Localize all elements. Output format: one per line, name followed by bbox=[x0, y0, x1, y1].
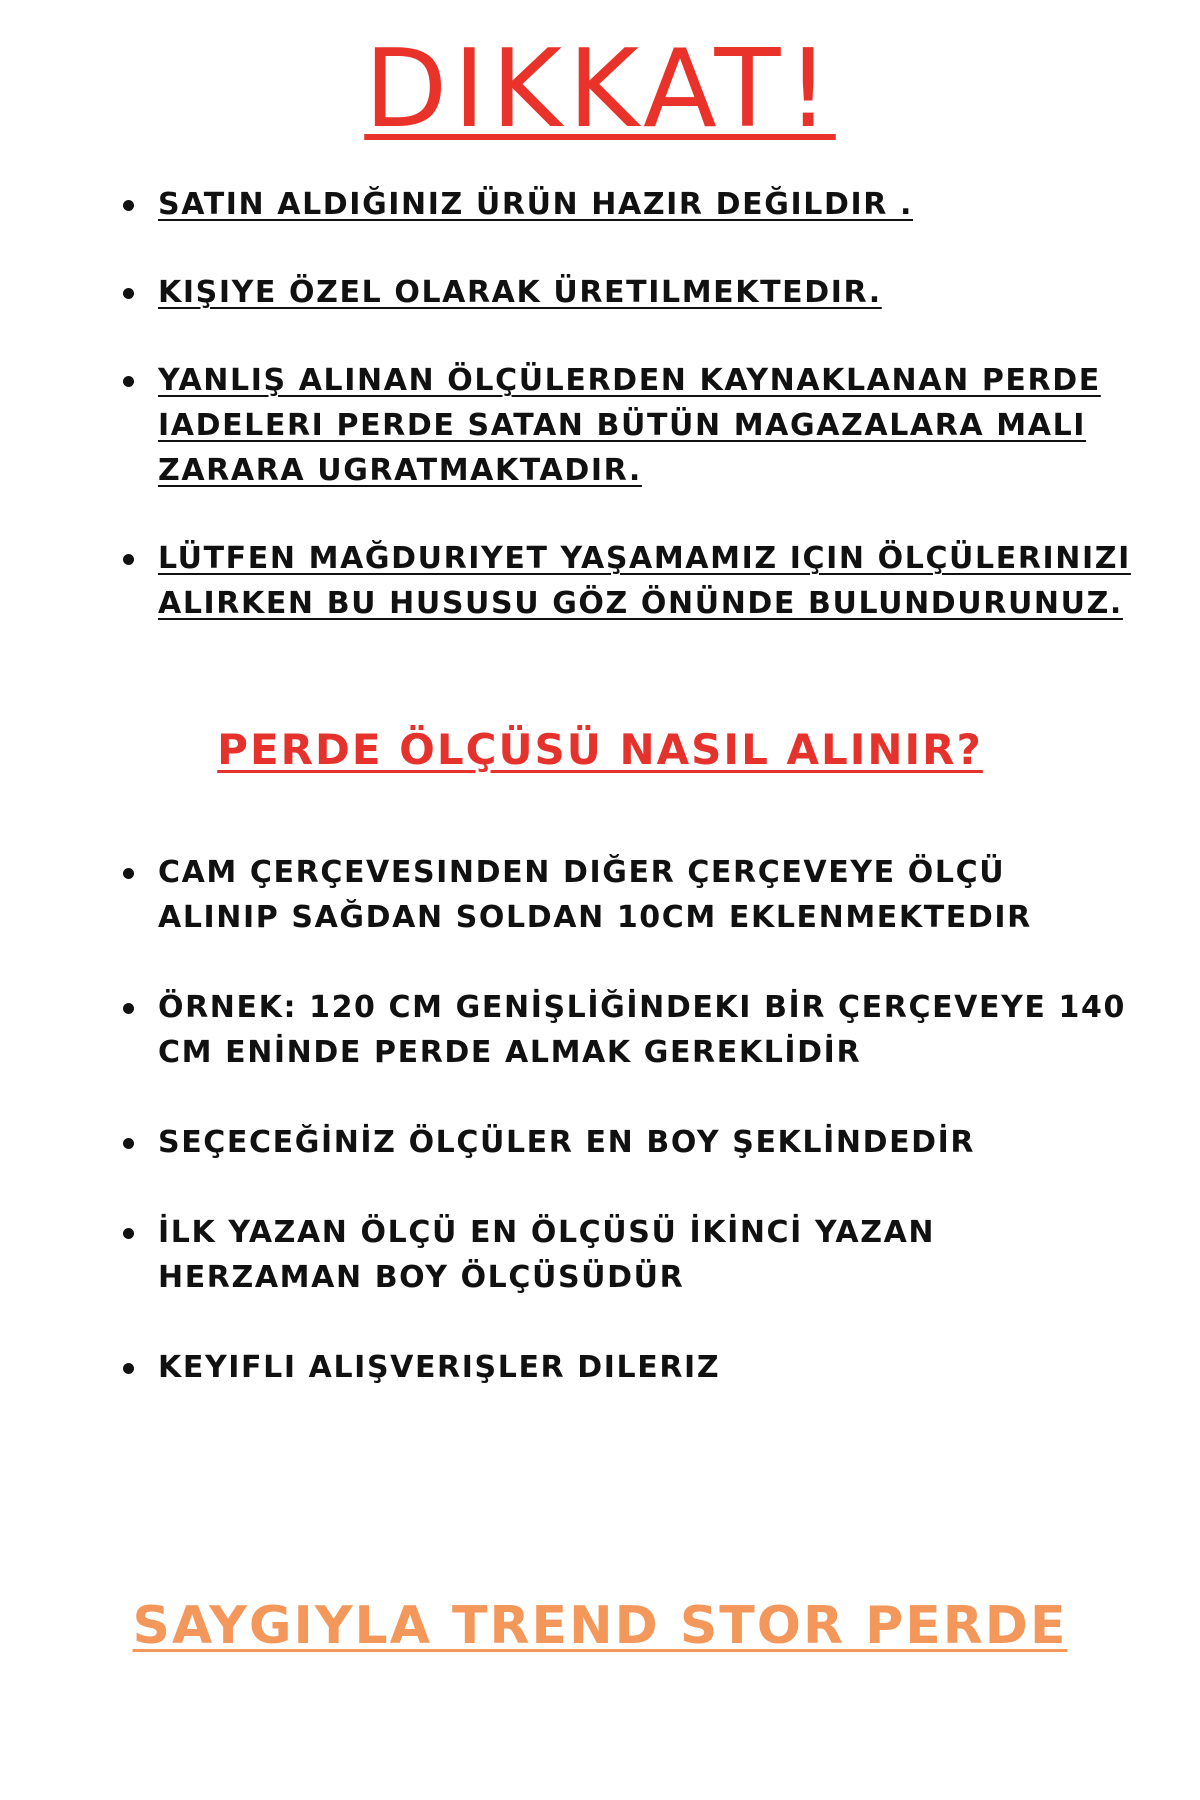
measure-item: KEYIFLI ALIŞVERIŞLER DILERIZ bbox=[123, 1345, 1133, 1390]
measure-item: ÖRNEK: 120 CM GENİŞLİĞİNDEKI BİR ÇERÇEVEYE 140 CM ENİNDE PERDE ALMAK GEREKLİDİR bbox=[123, 985, 1133, 1075]
measure-item: SEÇECEĞİNİZ ÖLÇÜLER EN BOY ŞEKLİNDEDİR bbox=[123, 1120, 1133, 1165]
measure-heading: PERDE ÖLÇÜSÜ NASIL ALINIR? bbox=[217, 725, 983, 774]
notice-item: LÜTFEN MAĞDURIYET YAŞAMAMIZ IÇIN ÖLÇÜLERINIZI ALIRKEN BU HUSUSU GÖZ ÖNÜNDE BULUNDURUNUZ. bbox=[123, 536, 1133, 626]
notice-item: YANLIŞ ALINAN ÖLÇÜLERDEN KAYNAKLANAN PERDE IADELERI PERDE SATAN BÜTÜN MAGAZALARA MALI ZARARA UGRATMAKTADIR. bbox=[123, 358, 1133, 493]
signature: SAYGIYLA TREND STOR PERDE bbox=[132, 1596, 1068, 1656]
measure-item: CAM ÇERÇEVESINDEN DIĞER ÇERÇEVEYE ÖLÇÜ ALINIP SAĞDAN SOLDAN 10CM EKLENMEKTEDIR bbox=[123, 850, 1133, 940]
notice-item: SATIN ALDIĞINIZ ÜRÜN HAZIR DEĞILDIR . bbox=[123, 182, 1133, 227]
measure-list bbox=[123, 850, 1133, 1435]
notice-list bbox=[123, 182, 1133, 669]
notice-item: KIŞIYE ÖZEL OLARAK ÜRETILMEKTEDIR. bbox=[123, 270, 1133, 315]
page-title: DIKKAT! bbox=[364, 27, 836, 152]
measure-item: İLK YAZAN ÖLÇÜ EN ÖLÇÜSÜ İKİNCİ YAZAN HERZAMAN BOY ÖLÇÜSÜDÜR bbox=[123, 1210, 1133, 1300]
